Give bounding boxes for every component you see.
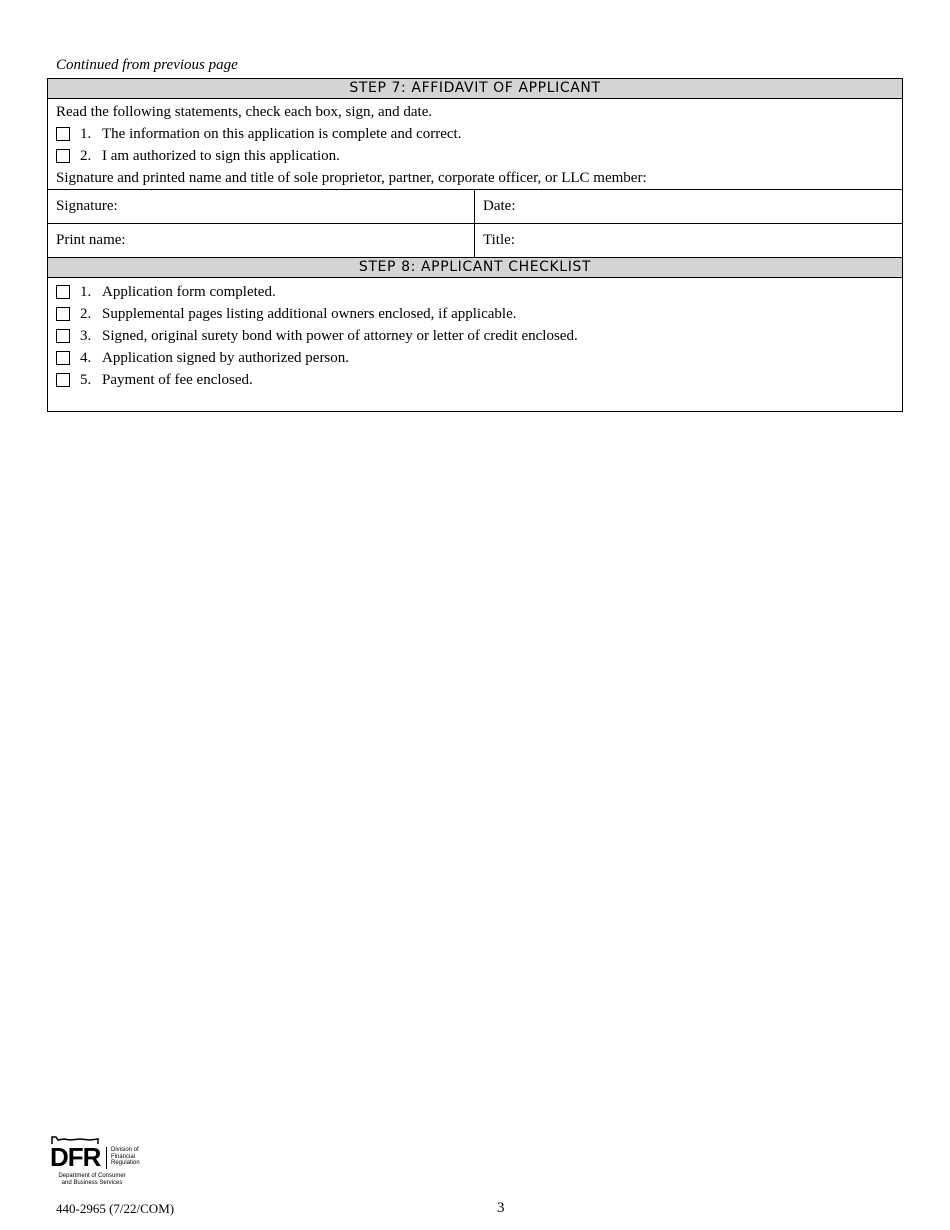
item-number: 2. bbox=[80, 305, 92, 322]
affidavit-checkbox-1[interactable] bbox=[56, 127, 70, 141]
step8-checklist bbox=[48, 278, 902, 411]
logo-line: Department of Consumer bbox=[58, 1173, 126, 1179]
item-text: Application signed by authorized person. bbox=[102, 349, 350, 366]
signature-date-row bbox=[48, 189, 902, 223]
form-code: 440-2965 (7/22/COM) bbox=[56, 1201, 175, 1216]
step7-header: STEP 7: AFFIDAVIT OF APPLICANT bbox=[48, 79, 902, 99]
checklist-item bbox=[56, 347, 894, 369]
item-number: 5. bbox=[80, 371, 92, 388]
signature-instructions: Signature and printed name and title of sole proprietor, partner, corporate officer, or LLC member: bbox=[56, 170, 647, 186]
application-form bbox=[47, 78, 903, 412]
logo-line: Division of bbox=[111, 1147, 139, 1153]
checklist-checkbox-1[interactable] bbox=[56, 285, 70, 299]
logo-line: Regulation bbox=[111, 1160, 140, 1166]
logo-line: Financial bbox=[111, 1153, 136, 1160]
item-number: 2. bbox=[80, 147, 92, 164]
name-title-row bbox=[48, 223, 902, 257]
date-field[interactable]: Date: bbox=[483, 198, 516, 214]
item-text: Application form completed. bbox=[102, 283, 276, 300]
affidavit-item bbox=[56, 123, 894, 145]
item-text: Supplemental pages listing additional owners enclosed, if applicable. bbox=[102, 305, 517, 322]
print-name-field[interactable]: Print name: bbox=[48, 224, 475, 257]
continued-note: Continued from previous page bbox=[56, 57, 238, 73]
item-number: 1. bbox=[80, 283, 92, 300]
item-number: 4. bbox=[80, 349, 92, 366]
item-number: 1. bbox=[80, 125, 92, 142]
checklist-checkbox-5[interactable] bbox=[56, 373, 70, 387]
checklist-item bbox=[56, 369, 894, 391]
checklist-checkbox-2[interactable] bbox=[56, 307, 70, 321]
item-text: Payment of fee enclosed. bbox=[102, 371, 253, 388]
signature-field[interactable]: Signature: bbox=[48, 190, 475, 223]
checklist-item bbox=[56, 325, 894, 347]
dfr-logo-text: DFR bbox=[50, 1142, 101, 1172]
checklist-item bbox=[56, 281, 894, 303]
step7-statements bbox=[48, 99, 902, 189]
step8-header: STEP 8: APPLICANT CHECKLIST bbox=[48, 257, 902, 278]
item-text: I am authorized to sign this application. bbox=[102, 147, 340, 164]
checklist-checkbox-3[interactable] bbox=[56, 329, 70, 343]
logo-line: and Business Services bbox=[61, 1179, 123, 1186]
logo-department-text bbox=[52, 1173, 132, 1186]
page-number: 3 bbox=[497, 1200, 505, 1216]
step7-intro: Read the following statements, check each box, sign, and date. bbox=[56, 104, 433, 120]
checklist-item bbox=[56, 303, 894, 325]
item-text: Signed, original surety bond with power of attorney or letter of credit enclosed. bbox=[102, 327, 578, 344]
item-number: 3. bbox=[80, 327, 92, 344]
checklist-checkbox-4[interactable] bbox=[56, 351, 70, 365]
affidavit-checkbox-2[interactable] bbox=[56, 149, 70, 163]
title-field[interactable]: Title: bbox=[483, 232, 515, 248]
logo-division-text bbox=[111, 1147, 140, 1167]
affidavit-item bbox=[56, 145, 894, 167]
item-text: The information on this application is complete and correct. bbox=[102, 125, 462, 142]
dfr-logo bbox=[50, 1135, 150, 1186]
